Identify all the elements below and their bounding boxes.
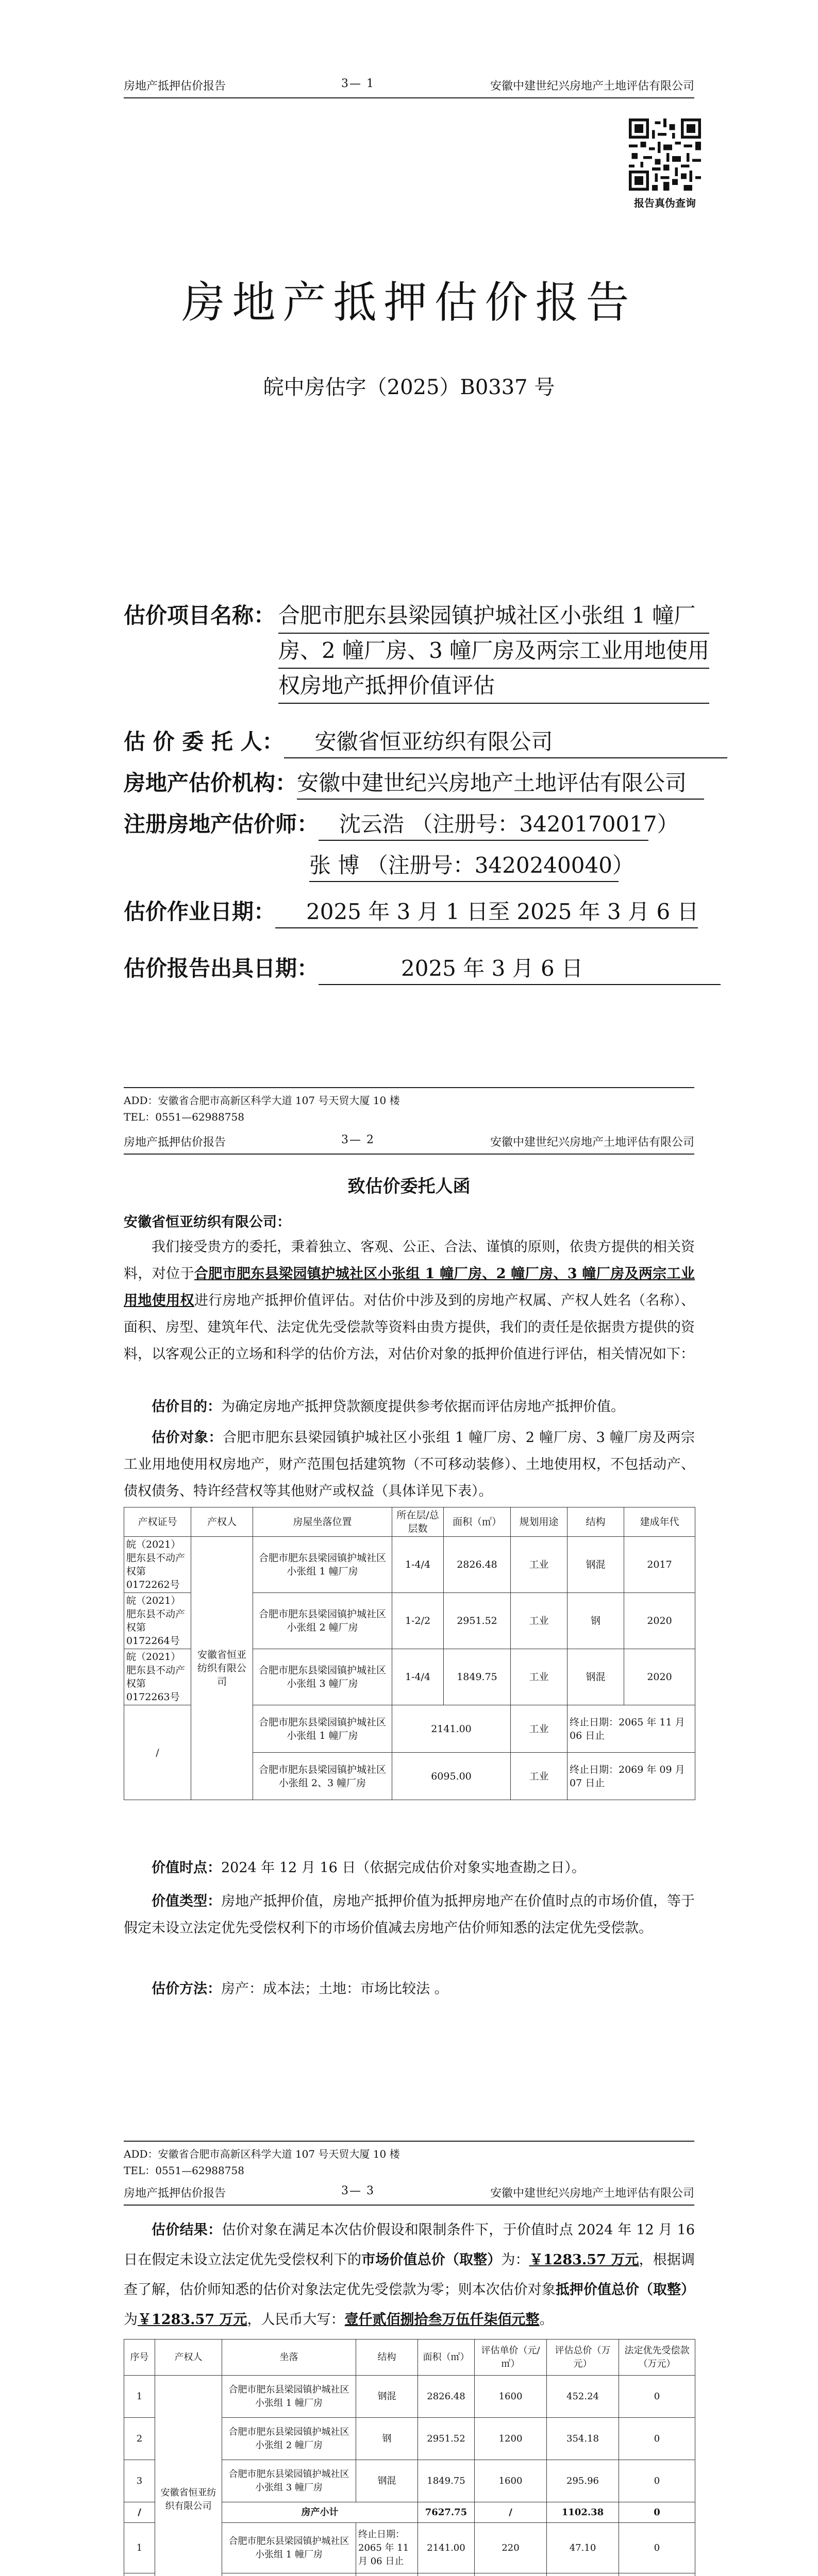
page-number: 3— 2: [341, 1133, 375, 1146]
header-right: 安徽中建世纪兴房地产土地评估有限公司: [490, 2187, 694, 2200]
field-project-value: [278, 599, 709, 704]
valuation-table: [124, 2339, 695, 2576]
page-header: [124, 77, 694, 98]
date-label: 价值时点：: [152, 1860, 221, 1876]
letter-method: [124, 1976, 695, 2003]
col-usage: 规划用途: [511, 1507, 567, 1537]
cell-area: 2826.48: [444, 1537, 511, 1593]
table-header-row: [124, 1507, 695, 1537]
table-row: [124, 1537, 695, 1593]
col-location: 房屋坐落位置: [253, 1507, 392, 1537]
col-priority: 法定优先受偿款（万元）: [619, 2340, 695, 2376]
project-line-2: 房、2 幢厂房、3 幢厂房及两宗工业用地使用: [278, 634, 709, 669]
intro-text-2: 进行房地产抵押价值评估。对估价中涉及到的房地产权属、产权人姓名（名称）、面积、房型、建筑年代、法定优先受偿款等资料由贵方提供，我们的责任是依据贵方提供的资料，以客观公正的立场和科学的估价方法，对估价对象的抵押价值进行评估，相关情况如下：: [124, 1293, 695, 1362]
intro-text-1: 我们接受贵方的委托，秉着独立、客观、公正、合法、谨慎的原则，依贵方提供的相关资料，对位于: [124, 1239, 695, 1282]
cell-owner: 安徽省恒亚纺织有限公司: [155, 2376, 222, 2576]
cell-index: 2: [124, 2418, 155, 2460]
page-header: [124, 2184, 694, 2206]
footer-tel: TEL：0551—62988758: [124, 2164, 244, 2177]
cell-end-date: 终止日期：2069 年 09 月 07 日止: [567, 1753, 695, 1800]
letter-object: [124, 1425, 695, 1505]
cell-location: 合肥市肥东县梁园镇护城社区小张组 3 幢厂房: [222, 2460, 356, 2502]
col-owner: 产权人: [155, 2340, 222, 2376]
col-cert: 产权证号: [124, 1507, 191, 1537]
page-number: 3— 3: [341, 2184, 375, 2197]
col-unit-price: 评估单价（元/㎡）: [475, 2340, 547, 2376]
cell-index: 3: [124, 2460, 155, 2502]
cell-index: /: [124, 2502, 155, 2523]
field-issue-date-value: 2025 年 3 月 6 日: [319, 953, 721, 985]
field-work-date-value: 2025 年 3 月 1 日至 2025 年 3 月 6 日: [275, 896, 698, 928]
cell-location: 合肥市肥东县梁园镇护城社区小张组 3 幢厂房: [253, 1649, 392, 1705]
field-work-date: [124, 896, 698, 928]
cell-location: 合肥市肥东县梁园镇护城社区小张组 1 幢厂房: [222, 2376, 356, 2418]
cell-unit-price: 220: [475, 2523, 547, 2573]
col-year: 建成年代: [624, 1507, 695, 1537]
cell-unit-price: 1600: [475, 2376, 547, 2418]
cell-unit-price: [475, 2573, 547, 2576]
cell-floor: 1-4/4: [392, 1649, 444, 1705]
letter-intro: [124, 1234, 695, 1368]
letter-value-type: [124, 1888, 695, 1942]
field-appraiser-1-value: 沈云浩 （注册号：3420170017）: [319, 809, 648, 841]
property-table: [124, 1507, 695, 1800]
project-line-1: 合肥市肥东县梁园镇护城社区小张组 1 幢厂: [278, 599, 709, 634]
cell-priority: 0: [619, 2502, 695, 2523]
page-header: [124, 1133, 694, 1155]
cell-cert: 皖（2021）肥东县不动产权第0172264号: [124, 1593, 191, 1649]
intro-property: 合肥市肥东县梁园镇护城社区小张组 1 幢厂房、2 幢厂房、3 幢厂房及两宗工业用地使用权: [124, 1266, 695, 1309]
field-client-label: 估 价 委 托 人：: [124, 729, 284, 754]
cell-cert: 皖（2021）肥东县不动产权第0172263号: [124, 1649, 191, 1705]
cell-usage: 工业: [511, 1649, 567, 1705]
field-agency-value: 安徽中建世纪兴房地产土地评估有限公司: [297, 768, 704, 800]
cell-total: 1102.38: [547, 2502, 619, 2523]
cell-land-area: 6095.00: [392, 1753, 511, 1800]
method-text: 房产：成本法；土地：市场比较法 。: [221, 1981, 448, 1997]
result-label: 估价结果：: [152, 2222, 222, 2238]
cell-end-date: 终止日期：2065 年 11 月 06 日止: [356, 2523, 418, 2573]
header-right: 安徽中建世纪兴房地产土地评估有限公司: [490, 1136, 694, 1149]
table-row: [124, 2376, 695, 2418]
project-line-3: 权房地产抵押价值评估: [278, 669, 709, 704]
col-owner: 产权人: [191, 1507, 253, 1537]
cell-end-date: 终止日期：2065 年 11 月 06 日止: [567, 1705, 695, 1753]
cell-structure: 钢混: [567, 1649, 624, 1705]
result-mortgage-value: ￥1283.57 万元: [138, 2312, 247, 2328]
cell-area: 2826.48: [418, 2376, 475, 2418]
table-header-row: [124, 2340, 695, 2376]
col-area: 面积（㎡）: [444, 1507, 511, 1537]
col-total: 评估总价（万元）: [547, 2340, 619, 2376]
cell-location: 合肥市肥东县梁园镇护城社区小张组 2、3 幢厂房: [253, 1753, 392, 1800]
vtype-label: 价值类型：: [152, 1893, 222, 1909]
cell-location: 合肥市肥东县梁园镇护城社区小张组 1 幢厂房: [253, 1705, 392, 1753]
field-appraiser-1: [124, 809, 679, 841]
cell-end-date: [356, 2573, 418, 2576]
cell-index: 1: [124, 2376, 155, 2418]
cell-usage: 工业: [511, 1753, 567, 1800]
object-label: 估价对象：: [152, 1430, 223, 1446]
cell-floor: 1-2/2: [392, 1593, 444, 1649]
cell-total: 47.10: [547, 2523, 619, 2573]
cell-year: 2020: [624, 1649, 695, 1705]
footer-tel: TEL：0551—62988758: [124, 1111, 244, 1123]
cell-priority: 0: [619, 2418, 695, 2460]
result-mortgage-label: 抵押价值总价（取整）: [555, 2282, 695, 2298]
cell-cert: /: [124, 1705, 191, 1800]
cell-usage: 工业: [511, 1593, 567, 1649]
cell-unit-price: 1200: [475, 2418, 547, 2460]
result-market-label: 市场价值总价（取整）: [361, 2252, 502, 2268]
cell-area: 1849.75: [444, 1649, 511, 1705]
cell-unit-price: /: [475, 2502, 547, 2523]
result-market-value: ￥1283.57 万元: [529, 2252, 639, 2268]
report-title: 房地产抵押估价报告: [181, 277, 637, 328]
cell-structure: 钢混: [356, 2460, 418, 2502]
cell-total: 354.18: [547, 2418, 619, 2460]
cell-usage: 工业: [511, 1705, 567, 1753]
qr-caption: 报告真伪查询: [634, 197, 696, 209]
col-structure: 结构: [356, 2340, 418, 2376]
cell-area: 2951.52: [418, 2418, 475, 2460]
letter-value-date: [124, 1855, 695, 1882]
letter-purpose: [124, 1394, 695, 1420]
cell-usage: 工业: [511, 1537, 567, 1593]
result-text-4: 为: [124, 2312, 138, 2328]
field-client-value: 安徽省恒亚纺织有限公司: [284, 726, 727, 758]
cell-location: 合肥市肥东县梁园镇护城社区小张组 2 幢厂房: [222, 2418, 356, 2460]
cell-location: 合肥市肥东县梁园镇护城社区小张组 1 幢厂房: [222, 2523, 356, 2573]
cell-owner: 安徽省恒亚纺织有限公司: [191, 1537, 253, 1800]
header-right: 安徽中建世纪兴房地产土地评估有限公司: [490, 80, 694, 93]
method-label: 估价方法：: [152, 1981, 221, 1997]
col-area: 面积（㎡）: [418, 2340, 475, 2376]
cell-priority: 0: [619, 2460, 695, 2502]
purpose-label: 估价目的：: [152, 1399, 221, 1415]
field-client: [124, 726, 727, 758]
page-number: 3— 1: [341, 77, 375, 90]
cell-area: 1849.75: [418, 2460, 475, 2502]
cell-structure: 钢混: [567, 1537, 624, 1593]
field-agency-label: 房地产估价机构：: [124, 770, 297, 795]
cell-location: 合肥市肥东县梁园镇护城社区小张组 2 幢厂房: [253, 1593, 392, 1649]
cell-structure: 钢混: [356, 2376, 418, 2418]
cell-location: [222, 2573, 356, 2576]
cell-index: 1: [124, 2523, 155, 2573]
cell-index: [124, 2573, 155, 2576]
field-appraiser-label: 注册房地产估价师：: [124, 811, 319, 837]
cell-priority: 0: [619, 2523, 695, 2573]
vtype-text: 房地产抵押价值，房地产抵押价值为抵押房地产在价值时点的市场价值，等于假定未设立法定优先受偿权利下的市场价值减去房地产估价师知悉的法定优先受偿款。: [124, 1893, 695, 1936]
page-footer: [124, 1087, 694, 1125]
cell-priority: 0: [619, 2376, 695, 2418]
col-index: 序号: [124, 2340, 155, 2376]
purpose-text: 为确定房地产抵押贷款额度提供参考依据而评估房地产抵押价值。: [221, 1399, 625, 1415]
page-footer: [124, 2141, 694, 2179]
cell-total: 295.96: [547, 2460, 619, 2502]
header-left: 房地产抵押估价报告: [124, 2187, 226, 2200]
cell-area: 7627.75: [418, 2502, 475, 2523]
cell-land-area: 2141.00: [392, 1705, 511, 1753]
cell-subtotal-label: 房产小计: [222, 2502, 418, 2523]
cell-cert: 皖（2021）肥东县不动产权第0172262号: [124, 1537, 191, 1593]
result-chinese-amount: 壹仟贰佰捌拾叁万伍仟柒佰元整: [344, 2312, 540, 2328]
date-text: 2024 年 12 月 16 日（依据完成估价对象实地查勘之日）。: [221, 1860, 586, 1876]
cell-structure: 钢: [356, 2418, 418, 2460]
field-issue-date-label: 估价报告出具日期：: [124, 956, 319, 981]
cell-area: [418, 2573, 475, 2576]
doc-number: 皖中房估字（2025）B0337 号: [263, 376, 555, 399]
col-floor: 所在层/总层数: [392, 1507, 444, 1537]
letter-addressee: 安徽省恒亚纺织有限公司：: [124, 1214, 291, 1230]
result-text-1: 估价对象在满足本次估价假设和限制条件下，于价值时点 2024 年 12 月 16 日在假定未设立法定优先受偿权利下的: [124, 2222, 695, 2268]
footer-address: ADD：安徽省合肥市高新区科学大道 107 号天贸大厦 10 楼: [124, 2148, 400, 2160]
qr-code-icon[interactable]: [629, 118, 701, 191]
letter-result: [124, 2215, 695, 2335]
header-left: 房地产抵押估价报告: [124, 80, 226, 93]
cell-total: 452.24: [547, 2376, 619, 2418]
field-project-label: 估价项目名称：: [124, 603, 276, 628]
result-text-6: 。: [539, 2312, 554, 2328]
cell-year: 2017: [624, 1537, 695, 1593]
col-structure: 结构: [567, 1507, 624, 1537]
cell-priority: [619, 2573, 695, 2576]
cell-unit-price: 1600: [475, 2460, 547, 2502]
field-issue-date: [124, 953, 721, 985]
footer-address: ADD：安徽省合肥市高新区科学大道 107 号天贸大厦 10 楼: [124, 1094, 400, 1107]
cell-location: 合肥市肥东县梁园镇护城社区小张组 1 幢厂房: [253, 1537, 392, 1593]
letter-title: 致估价委托人函: [347, 1176, 471, 1197]
cell-year: 2020: [624, 1593, 695, 1649]
object-text: 合肥市肥东县梁园镇护城社区小张组 1 幢厂房、2 幢厂房、3 幢厂房及两宗工业用地使用权房地产，财产范围包括建筑物（不可移动装修）、土地使用权，不包括动产、债权债务、特许经营权等其他财产或权益（具体详见下表）。: [124, 1430, 695, 1499]
result-text-2: 为：: [501, 2252, 529, 2268]
result-text-3: ，根据调查了解，估价师知悉的估价对象法定优先受偿款为零；则本次估价对象: [124, 2252, 695, 2298]
col-location: 坐落: [222, 2340, 356, 2376]
header-left: 房地产抵押估价报告: [124, 1136, 226, 1149]
field-appraiser-2: [309, 850, 634, 882]
result-text-5: ，人民币大写：: [247, 2312, 345, 2328]
cell-structure: 钢: [567, 1593, 624, 1649]
field-work-date-label: 估价作业日期：: [124, 899, 276, 924]
cell-floor: 1-4/4: [392, 1537, 444, 1593]
cell-area: 2141.00: [418, 2523, 475, 2573]
field-appraiser-2-value: 张 博 （注册号：3420240040）: [309, 850, 619, 882]
cell-total: [547, 2573, 619, 2576]
field-agency: [124, 768, 704, 800]
cell-area: 2951.52: [444, 1593, 511, 1649]
